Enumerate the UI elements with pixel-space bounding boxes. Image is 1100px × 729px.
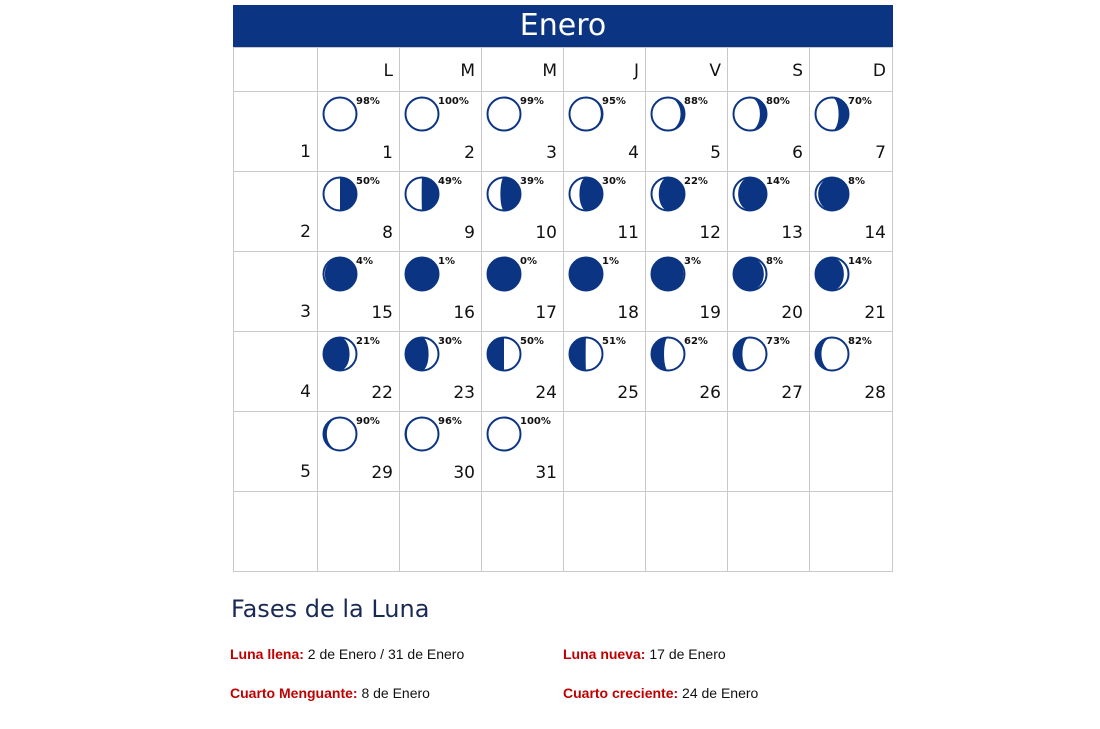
day-number: 6 — [792, 143, 803, 163]
day-cell[interactable] — [564, 331, 646, 411]
illumination-percent: 100% — [520, 416, 551, 427]
weekday-header-row — [234, 47, 893, 91]
illumination-percent: 80% — [766, 96, 790, 107]
day-number: 22 — [371, 383, 393, 403]
moon-phase-icon — [813, 335, 851, 373]
day-number: 9 — [464, 223, 475, 243]
weekday-header — [482, 47, 564, 91]
illumination-percent: 30% — [438, 336, 462, 347]
day-cell[interactable] — [482, 91, 564, 171]
illumination-percent: 30% — [602, 176, 626, 187]
day-cell[interactable] — [646, 251, 728, 331]
day-number: 15 — [371, 303, 393, 323]
day-number: 19 — [699, 303, 721, 323]
day-cell[interactable] — [810, 331, 893, 411]
week-number: 2 — [300, 222, 311, 242]
month-title: Enero — [233, 5, 893, 47]
day-number: 20 — [781, 303, 803, 323]
moon-phase-icon — [567, 255, 605, 293]
calendar-grid — [233, 47, 893, 572]
moon-phase-icon — [485, 415, 523, 453]
illumination-percent: 0% — [520, 256, 537, 267]
day-number: 24 — [535, 383, 557, 403]
moon-phase-icon — [403, 335, 441, 373]
moon-phase-icon — [731, 95, 769, 133]
moon-phase-icon — [731, 175, 769, 213]
day-number: 1 — [382, 143, 393, 163]
illumination-percent: 82% — [848, 336, 872, 347]
empty-day-cell — [564, 491, 646, 571]
day-cell[interactable] — [318, 251, 400, 331]
moon-phase-icon — [485, 95, 523, 133]
illumination-percent: 8% — [848, 176, 865, 187]
moon-phase-icon — [403, 175, 441, 213]
empty-day-cell — [810, 491, 893, 571]
day-number: 2 — [464, 143, 475, 163]
week-number-cell — [234, 171, 318, 251]
day-cell[interactable] — [646, 331, 728, 411]
day-number: 13 — [781, 223, 803, 243]
day-number: 28 — [864, 383, 886, 403]
day-cell[interactable] — [400, 251, 482, 331]
day-cell[interactable] — [318, 411, 400, 491]
day-number: 11 — [617, 223, 639, 243]
illumination-percent: 95% — [602, 96, 626, 107]
moon-phase-icon — [649, 175, 687, 213]
weekday-label: D — [872, 61, 886, 81]
illumination-percent: 8% — [766, 256, 783, 267]
weekday-label: V — [709, 61, 721, 81]
day-cell[interactable] — [482, 171, 564, 251]
day-cell[interactable] — [810, 251, 893, 331]
day-number: 27 — [781, 383, 803, 403]
day-number: 4 — [628, 143, 639, 163]
weekday-header — [564, 47, 646, 91]
illumination-percent: 51% — [602, 336, 626, 347]
moon-phase-icon — [485, 335, 523, 373]
empty-day-cell — [646, 411, 728, 491]
day-number: 8 — [382, 223, 393, 243]
empty-day-cell — [728, 491, 810, 571]
new-moon-value: 17 de Enero — [645, 646, 726, 662]
illumination-percent: 39% — [520, 176, 544, 187]
moon-phase-icon — [649, 335, 687, 373]
moon-phase-icon — [731, 335, 769, 373]
day-number: 17 — [535, 303, 557, 323]
illumination-percent: 50% — [356, 176, 380, 187]
week-number-cell — [234, 251, 318, 331]
illumination-percent: 3% — [684, 256, 701, 267]
moon-phase-icon — [567, 95, 605, 133]
illumination-percent: 88% — [684, 96, 708, 107]
week-number-cell — [234, 331, 318, 411]
day-cell[interactable] — [318, 91, 400, 171]
illumination-percent: 49% — [438, 176, 462, 187]
weekday-header — [318, 47, 400, 91]
moon-phase-icon — [567, 175, 605, 213]
moon-phase-icon — [403, 415, 441, 453]
day-cell[interactable] — [646, 91, 728, 171]
week-row — [234, 411, 893, 491]
moon-phase-icon — [403, 255, 441, 293]
illumination-percent: 70% — [848, 96, 872, 107]
day-number: 21 — [864, 303, 886, 323]
day-cell[interactable] — [482, 411, 564, 491]
week-row — [234, 491, 893, 571]
week-number-cell — [234, 411, 318, 491]
corner-cell — [234, 47, 318, 91]
last-quarter-label: Cuarto Menguante: — [230, 685, 358, 701]
illumination-percent: 22% — [684, 176, 708, 187]
day-cell[interactable] — [482, 331, 564, 411]
moon-phase-icon — [321, 415, 359, 453]
day-cell[interactable] — [728, 331, 810, 411]
weekday-label: M — [542, 61, 557, 81]
first-quarter-entry — [563, 685, 758, 701]
day-cell[interactable] — [810, 91, 893, 171]
illumination-percent: 90% — [356, 416, 380, 427]
day-number: 31 — [535, 463, 557, 483]
day-number: 18 — [617, 303, 639, 323]
day-cell[interactable] — [400, 91, 482, 171]
day-cell[interactable] — [482, 251, 564, 331]
illumination-percent: 100% — [438, 96, 469, 107]
moon-phase-icon — [649, 255, 687, 293]
week-number-cell — [234, 491, 318, 571]
day-number: 25 — [617, 383, 639, 403]
day-cell[interactable] — [564, 251, 646, 331]
day-number: 29 — [371, 463, 393, 483]
weekday-header — [728, 47, 810, 91]
day-number: 16 — [453, 303, 475, 323]
day-cell[interactable] — [400, 331, 482, 411]
week-number: 1 — [300, 142, 311, 162]
week-row — [234, 171, 893, 251]
last-quarter-entry — [230, 685, 430, 701]
day-cell[interactable] — [564, 91, 646, 171]
moon-phase-icon — [403, 95, 441, 133]
weekday-label: L — [383, 61, 393, 81]
illumination-percent: 98% — [356, 96, 380, 107]
day-number: 26 — [699, 383, 721, 403]
day-cell[interactable] — [728, 91, 810, 171]
calendar — [233, 5, 893, 572]
day-cell[interactable] — [400, 171, 482, 251]
moon-phase-icon — [485, 255, 523, 293]
empty-day-cell — [810, 411, 893, 491]
day-number: 7 — [875, 143, 886, 163]
moon-phase-icon — [649, 95, 687, 133]
moon-phases-title: Fases de la Luna — [231, 595, 430, 623]
day-number: 30 — [453, 463, 475, 483]
day-number: 12 — [699, 223, 721, 243]
week-number: 4 — [300, 382, 311, 402]
new-moon-entry — [563, 646, 726, 662]
weekday-header — [646, 47, 728, 91]
day-cell[interactable] — [728, 171, 810, 251]
moon-phase-icon — [321, 255, 359, 293]
illumination-percent: 14% — [766, 176, 790, 187]
day-cell[interactable] — [318, 331, 400, 411]
illumination-percent: 14% — [848, 256, 872, 267]
full-moon-value: 2 de Enero / 31 de Enero — [303, 646, 465, 662]
day-number: 5 — [710, 143, 721, 163]
day-cell[interactable] — [564, 171, 646, 251]
illumination-percent: 99% — [520, 96, 544, 107]
empty-day-cell — [318, 491, 400, 571]
empty-day-cell — [564, 411, 646, 491]
new-moon-label: Luna nueva: — [563, 646, 646, 662]
illumination-percent: 96% — [438, 416, 462, 427]
week-row — [234, 331, 893, 411]
week-number-cell — [234, 91, 318, 171]
illumination-percent: 50% — [520, 336, 544, 347]
illumination-percent: 73% — [766, 336, 790, 347]
moon-phase-icon — [813, 255, 851, 293]
full-moon-entry — [230, 646, 464, 662]
day-cell[interactable] — [400, 411, 482, 491]
empty-day-cell — [728, 411, 810, 491]
empty-day-cell — [482, 491, 564, 571]
moon-phase-icon — [567, 335, 605, 373]
week-row — [234, 251, 893, 331]
illumination-percent: 4% — [356, 256, 373, 267]
moon-phase-icon — [731, 255, 769, 293]
weekday-label: M — [460, 61, 475, 81]
weekday-label: S — [792, 61, 803, 81]
day-cell[interactable] — [318, 171, 400, 251]
first-quarter-label: Cuarto creciente: — [563, 685, 679, 701]
day-number: 10 — [535, 223, 557, 243]
first-quarter-value: 24 de Enero — [678, 685, 759, 701]
weekday-header — [810, 47, 893, 91]
day-cell[interactable] — [810, 171, 893, 251]
last-quarter-value: 8 de Enero — [357, 685, 430, 701]
full-moon-label: Luna llena: — [230, 646, 304, 662]
illumination-percent: 21% — [356, 336, 380, 347]
day-cell[interactable] — [728, 251, 810, 331]
week-number: 3 — [300, 302, 311, 322]
day-cell[interactable] — [646, 171, 728, 251]
day-number: 3 — [546, 143, 557, 163]
week-row — [234, 91, 893, 171]
moon-phase-icon — [321, 95, 359, 133]
moon-phase-icon — [321, 175, 359, 213]
weekday-header — [400, 47, 482, 91]
empty-day-cell — [400, 491, 482, 571]
week-number: 5 — [300, 462, 311, 482]
weekday-label: J — [633, 61, 639, 81]
moon-phase-icon — [321, 335, 359, 373]
moon-phase-icon — [813, 95, 851, 133]
day-number: 23 — [453, 383, 475, 403]
illumination-percent: 1% — [438, 256, 455, 267]
moon-phase-icon — [485, 175, 523, 213]
day-number: 14 — [864, 223, 886, 243]
illumination-percent: 1% — [602, 256, 619, 267]
illumination-percent: 62% — [684, 336, 708, 347]
moon-phase-icon — [813, 175, 851, 213]
empty-day-cell — [646, 491, 728, 571]
